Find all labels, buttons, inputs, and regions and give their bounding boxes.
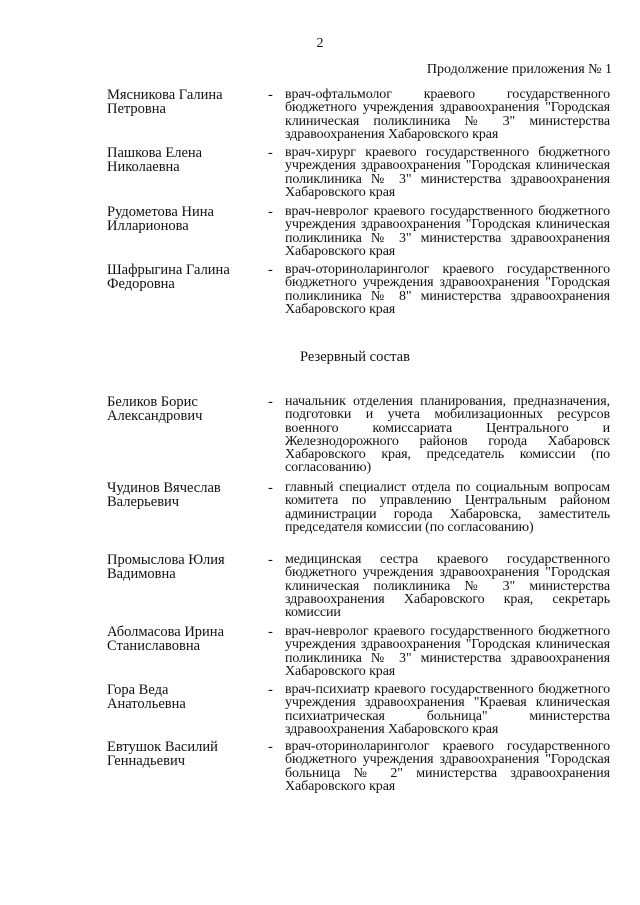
member-position: врач-офтальмолог краевого государственного бюджетного учреждения здравоохранения "Городская клиническая поликлиника № 3" министерства здравоохранения Хабаровского края — [285, 87, 610, 142]
dash: - — [268, 204, 273, 220]
dash: - — [268, 739, 273, 755]
member-name: Рудометова Нина Илларионова — [107, 204, 214, 234]
dash: - — [268, 145, 273, 161]
dash: - — [268, 682, 273, 698]
member-position: врач-оториноларинголог краевого государственного бюджетного учреждения здравоохранения "Городская поликлиника № 8" министерства здравоохранения Хабаровского края — [285, 262, 610, 317]
page-number: 2 — [316, 36, 324, 51]
dash: - — [268, 394, 273, 410]
member-name: Мясникова Галина Петровна — [107, 87, 223, 117]
section-title: Резервный состав — [300, 349, 410, 365]
member-position: врач-психиатр краевого государственного бюджетного учреждения здравоохранения "Краевая клиническая психиатрическая больница" министерства здравоохранения Хабаровского края — [285, 682, 610, 737]
member-position: врач-невролог краевого государственного бюджетного учреждения здравоохранения "Городская клиническая поликлиника № 3" министерства здравоохранения Хабаровского края — [285, 204, 610, 259]
member-name: Шафрыгина Галина Федоровна — [107, 262, 230, 292]
member-name: Промыслова Юлия Вадимовна — [107, 552, 225, 582]
continuation-label: Продолжение приложения № 1 — [426, 62, 612, 77]
member-name: Аболмасова Ирина Станиславовна — [107, 624, 224, 654]
member-position: медицинская сестра краевого государственного бюджетного учреждения здравоохранения "Городская клиническая поликлиника № 3" министерства здравоохранения Хабаровского края, секретарь комиссии — [285, 552, 610, 621]
dash: - — [268, 87, 273, 103]
dash: - — [268, 624, 273, 640]
member-position: врач-невролог краевого государственного бюджетного учреждения здравоохранения "Городская клиническая поликлиника № 3" министерства здравоохранения Хабаровского края — [285, 624, 610, 679]
member-position: главный специалист отдела по социальным вопросам комитета по управлению Центральным районом администрации города Хабаровска, заместитель председателя комиссии (по согласованию) — [285, 480, 610, 535]
dash: - — [268, 262, 273, 278]
member-position: врач-оториноларинголог краевого государственного бюджетного учреждения здравоохранения "Городская больница № 2" министерства здравоохранения Хабаровского края — [285, 739, 610, 794]
member-name: Пашкова Елена Николаевна — [107, 145, 203, 175]
member-position: врач-хирург краевого государственного бюджетного учреждения здравоохранения "Городская клиническая поликлиника № 3" министерства здравоохранения Хабаровского края — [285, 145, 610, 200]
member-name: Евтушок Василий Геннадьевич — [107, 739, 218, 769]
member-position: начальник отделения планирования, предназначения, подготовки и учета мобилизационных ресурсов военного комиссариата Центрального и Железнодорожного районов города Хабаровск Хабаровского края, председатель комиссии (по согласованию) — [285, 394, 610, 476]
member-name: Гора Веда Анатольевна — [107, 682, 186, 712]
member-name: Чудинов Вячеслав Валерьевич — [107, 480, 221, 510]
dash: - — [268, 552, 273, 568]
dash: - — [268, 480, 273, 496]
member-name: Беликов Борис Александрович — [107, 394, 203, 424]
